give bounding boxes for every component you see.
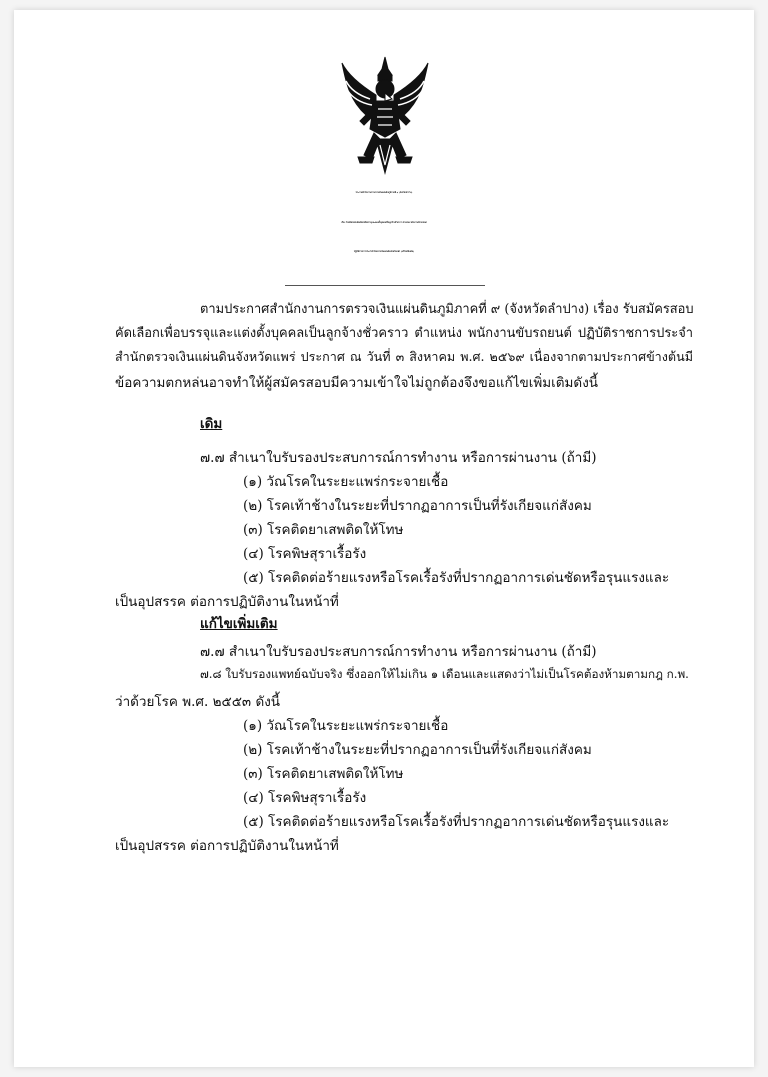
amended-item-7-8-line-2: ว่าด้วยโรค พ.ศ. ๒๕๕๓ ดังนี้ [115,694,281,710]
original-disease-4: (๔) โรคพิษสุราเรื้อรัง [243,546,367,562]
heading-divider [285,285,485,286]
amended-disease-4: (๔) โรคพิษสุราเรื้อรัง [243,790,367,806]
amended-disease-3: (๓) โรคติดยาเสพติดให้โทษ [243,766,404,782]
original-item-7-7: ๗.๗ สำเนาใบรับรองประสบการณ์การทำงาน หรือการผ่านงาน (ถ้ามี) [200,450,597,466]
original-disease-1: (๑) วัณโรคในระยะแพร่กระจายเชื้อ [243,474,449,490]
intro-line-2: คัดเลือกเพื่อบรรจุและแต่งตั้งบุคคลเป็นลูกจ้างชั่วคราว ตำแหน่ง พนักงานขับรถยนต์ ปฏิบัติราชการประจำ [115,326,693,341]
original-disease-5: (๕) โรคติดต่อร้ายแรงหรือโรคเรื้อรังที่ปรากฏอาการเด่นชัดหรือรุนแรงและ [243,570,670,586]
amended-item-7-7: ๗.๗ สำเนาใบรับรองประสบการณ์การทำงาน หรือการผ่านงาน (ถ้ามี) [200,644,597,660]
original-label: เดิม [200,416,223,432]
garuda-emblem-icon [340,55,430,175]
heading-line-2: เรื่อง รับสมัครสอบคัดเลือกเพื่อบรรจุและแต่งตั้งบุคคลเป็นลูกจ้างชั่วคราว ตำแหน่ง พนักงานขับรถยนต์ [341,222,427,224]
amended-disease-1: (๑) วัณโรคในระยะแพร่กระจายเชื้อ [243,718,449,734]
amended-item-7-8-line-1: ๗.๘ ใบรับรองแพทย์ฉบับจริง ซึ่งออกให้ไม่เกิน ๑ เดือนและแสดงว่าไม่เป็นโรคต้องห้ามตามกฎ ก.พ. [200,667,689,681]
heading-line-3: ปฏิบัติราชการประจำสำนักตรวจเงินแผ่นดินจังหวัดแพร่ (แก้ไขเพิ่มเติม) [353,251,415,253]
amended-disease-5: (๕) โรคติดต่อร้ายแรงหรือโรคเรื้อรังที่ปรากฏอาการเด่นชัดหรือรุนแรงและ [243,814,670,830]
original-tail: เป็นอุปสรรค ต่อการปฏิบัติงานในหน้าที่ [115,594,339,610]
amended-disease-2: (๒) โรคเท้าช้างในระยะที่ปรากฏอาการเป็นที่รังเกียจแก่สังคม [243,742,592,758]
amended-label: แก้ไขเพิ่มเติม [200,616,278,632]
intro-line-1: ตามประกาศสำนักงานการตรวจเงินแผ่นดินภูมิภาคที่ ๙ (จังหวัดลำปาง) เรื่อง รับสมัครสอบ [200,302,694,317]
intro-line-3: สำนักตรวจเงินแผ่นดินจังหวัดแพร่ ประกาศ ณ วันที่ ๓ สิงหาคม พ.ศ. ๒๕๖๙ เนื่องจากตามประกาศข้างต้นมี [115,349,693,364]
amended-tail: เป็นอุปสรรค ต่อการปฏิบัติงานในหน้าที่ [115,838,339,854]
heading-line-1: ประกาศสำนักงานการตรวจเงินแผ่นดินภูมิภาคที่ ๙ (จังหวัดลำปาง) [355,192,413,194]
original-disease-3: (๓) โรคติดยาเสพติดให้โทษ [243,522,404,538]
original-disease-2: (๒) โรคเท้าช้างในระยะที่ปรากฏอาการเป็นที่รังเกียจแก่สังคม [243,498,592,514]
intro-line-4: ข้อความตกหล่นอาจทำให้ผู้สมัครสอบมีความเข้าใจไม่ถูกต้องจึงขอแก้ไขเพิ่มเติมดังนี้ [115,375,599,391]
